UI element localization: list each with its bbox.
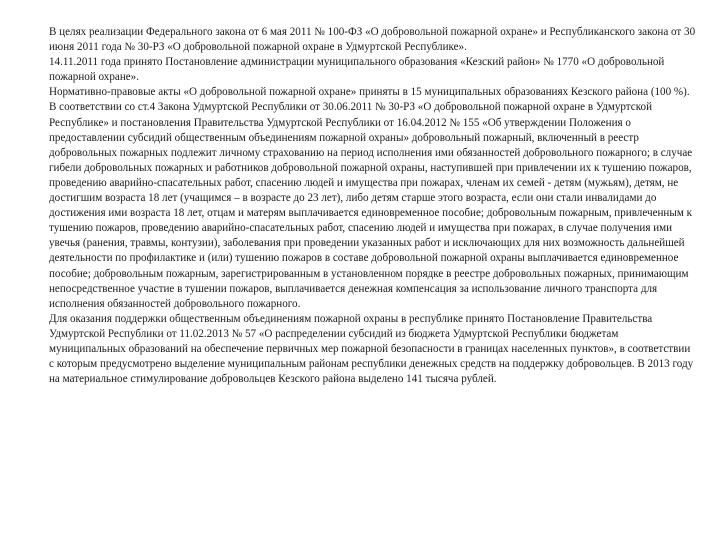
- document-body: [49, 25, 697, 387]
- paragraph-federal-law: В целях реализации Федерального закона от 6 мая 2011 № 100-ФЗ «О добровольной пожарной охране» и Республиканского закона от 30 июня 2011 года № 30-РЗ «О добровольной пожарной охране в Удмуртской Республике».: [49, 26, 696, 54]
- paragraph-resolution-1770: 14.11.2011 года принято Постановление администрации муниципального образования «Кезский район» № 1770 «О добровольной пожарной охране».: [49, 56, 665, 84]
- paragraph-insurance-and-benefits: В соответствии со ст.4 Закона Удмуртской Республики от 30.06.2011 № 30-РЗ «О добровольной пожарной охране в Удмуртской Республике» и постановления Правительства Удмуртской Республики от 16.04.2012 № 155 «Об утверждении Положения о предоставлении субсидий общественным объединениям пожарной охраны» добровольный пожарный, включенный в реестр добровольных пожарных подлежит личному страхованию на период исполнения ими обязанностей добровольного пожарного; в случае гибели добровольных пожарных и работников добровольной пожарной охраны, наступившей при привлечении их к тушению пожаров, проведению аварийно-спасательных работ, спасению людей и имущества при пожарах, членам их семей - детям (мужьям), детям, не достигшим возраста 18 лет (учащимся – в возрасте до 23 лет), либо детям старше этого возраста, если они стали инвалидами до достижения ими возраста 18 лет, отцам и матерям выплачивается единовременное пособие; добровольным пожарным, привлеченным к тушению пожаров, проведению аварийно-спасательных работ, спасению людей и имущества при пожарах, в случае получения ими увечья (ранения, травмы, контузии), заболевания при проведении указанных работ и исключающих для них возможность дальнейшей деятельности по профилактике и (или) тушению пожаров в составе добровольной пожарной охраны выплачивается единовременное пособие; добровольным пожарным, зарегистрированным в установленном порядке в реестре добровольных пожарных, принимающим непосредственное участие в тушении пожаров, выплачивается денежная компенсация за использование личного транспорта для исполнения обязанностей добровольного пожарного.: [49, 101, 693, 310]
- paragraph-municipal-acts: Нормативно-правовые акты «О добровольной пожарной охране» приняты в 15 муниципальных образованиях Кезского района (100 %).: [49, 86, 690, 99]
- paragraph-subsidies: Для оказания поддержки общественным объединениям пожарной охраны в республике принято Постановление Правительства Удмуртской Республики от 11.02.2013 № 57 «О распределении субсидий из бюджета Удмуртской Республики бюджетам муниципальных образований на обеспечение первичных мер пожарной безопасности в границах населенных пунктов», в соответствии с которым предусмотрено выделение муниципальным районам республики денежных средств на поддержку добровольцев. В 2013 году на материальное стимулирование добровольцев Кезского района выделено 141 тысяча рублей.: [49, 312, 694, 386]
